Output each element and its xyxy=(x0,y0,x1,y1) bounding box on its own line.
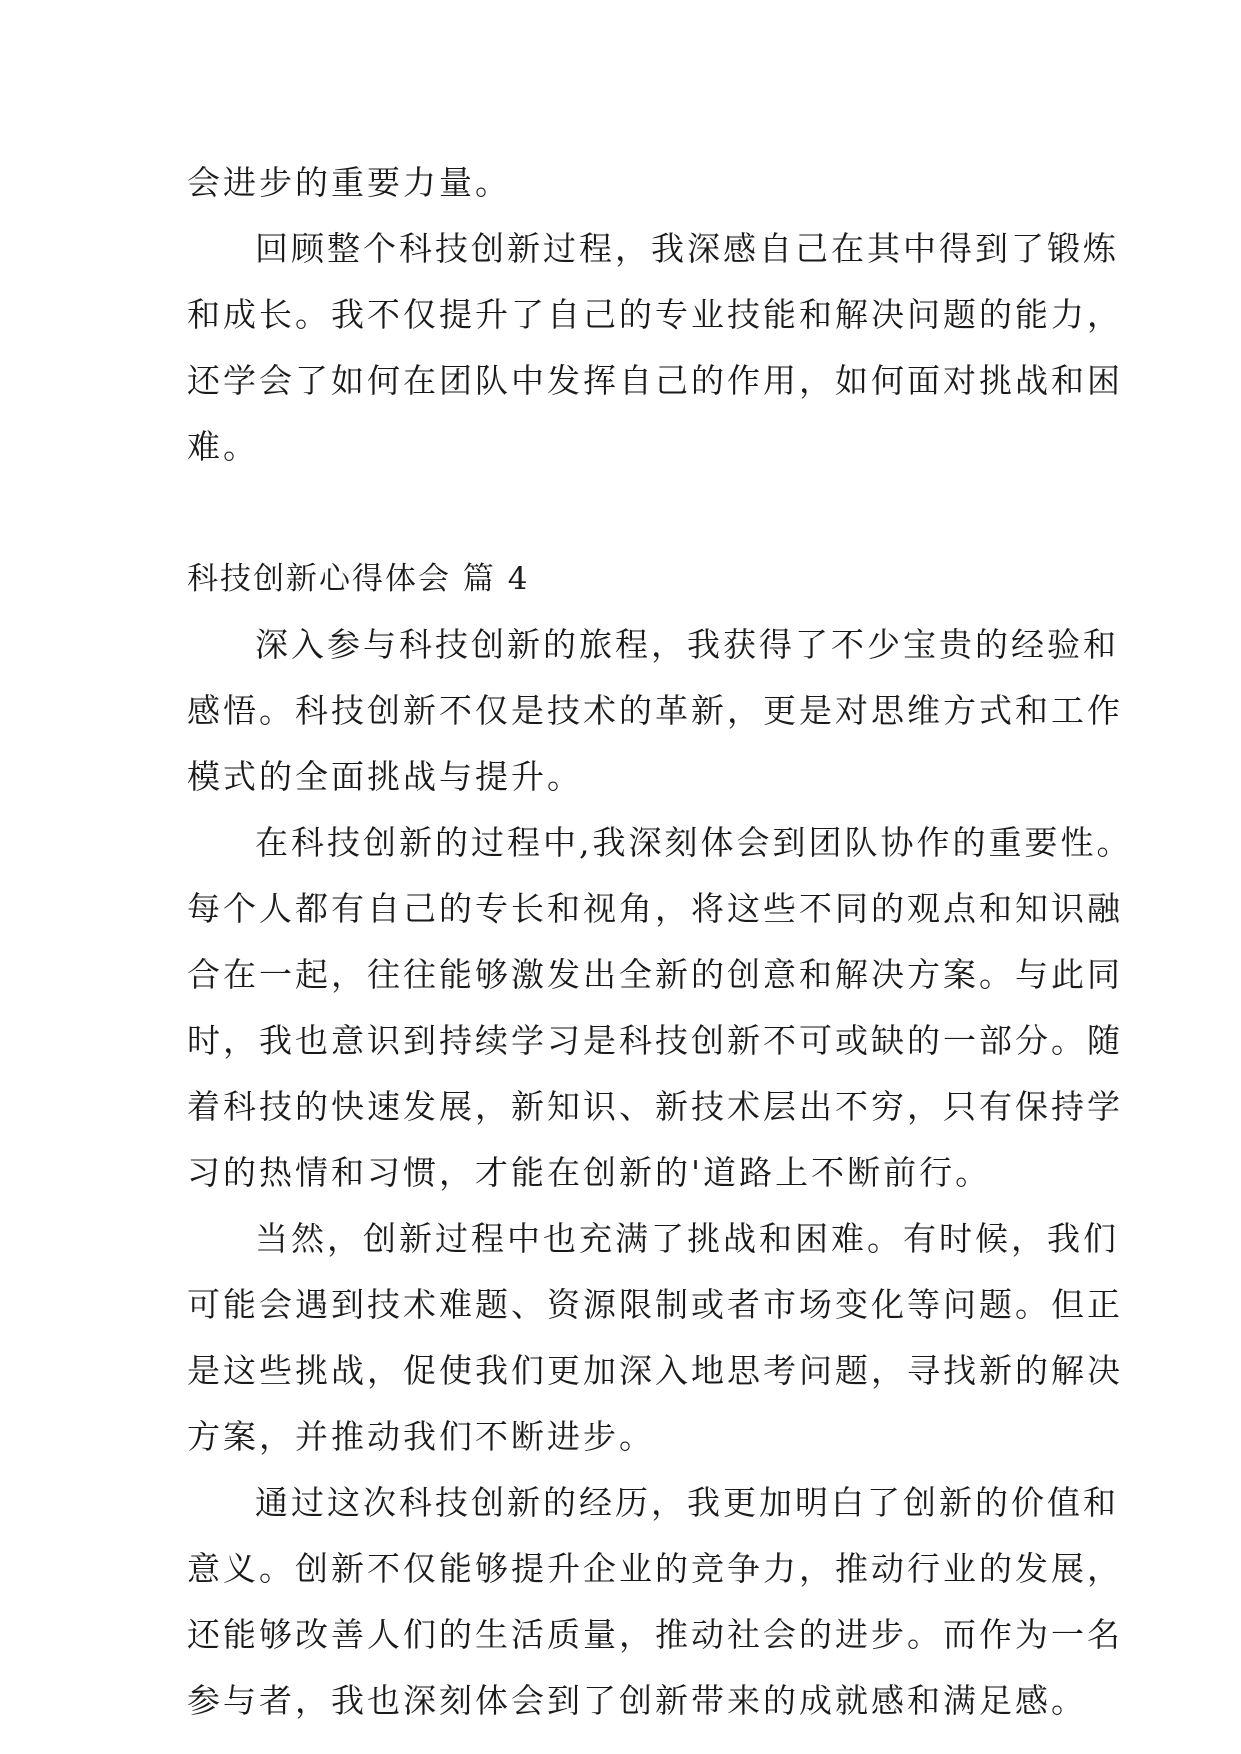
text-line: 当然，创新过程中也充满了挑战和困难。有时候，我们 xyxy=(255,1219,1119,1258)
text-line: 深入参与科技创新的旅程，我获得了不少宝贵的经验和 xyxy=(255,625,1119,664)
text-line: 难。 xyxy=(187,427,259,466)
text-line: 每个人都有自己的专长和视角，将这些不同的观点和知识融 xyxy=(187,889,1123,928)
text-line: 还学会了如何在团队中发挥自己的作用，如何面对挑战和困 xyxy=(187,361,1123,400)
text-line: 合在一起，往往能够激发出全新的创意和解决方案。与此同 xyxy=(187,955,1123,994)
text-line: 意义。创新不仅能够提升企业的竞争力，推动行业的发展， xyxy=(187,1549,1123,1588)
section-gap xyxy=(187,480,1067,546)
body-section xyxy=(187,612,1133,1734)
text-line: 在科技创新的过程中,我深刻体会到团队协作的重要性。 xyxy=(255,823,1133,862)
text-line: 时，我也意识到持续学习是科技创新不可或缺的一部分。随 xyxy=(187,1021,1123,1060)
text-line: 会进步的重要力量。 xyxy=(187,163,511,202)
text-line: 是这些挑战，促使我们更加深入地思考问题，寻找新的解决 xyxy=(187,1351,1123,1390)
text-line: 着科技的快速发展，新知识、新技术层出不穷，只有保持学 xyxy=(187,1087,1123,1126)
text-line: 感悟。科技创新不仅是技术的革新，更是对思维方式和工作 xyxy=(187,691,1123,730)
top-section xyxy=(187,150,1123,480)
text-line: 回顾整个科技创新过程，我深感自己在其中得到了锻炼 xyxy=(255,229,1119,268)
text-line: 还能够改善人们的生活质量，推动社会的进步。而作为一名 xyxy=(187,1615,1123,1654)
text-line: 模式的全面挑战与提升。 xyxy=(187,757,583,796)
text-line: 和成长。我不仅提升了自己的专业技能和解决问题的能力， xyxy=(187,295,1123,334)
document-page xyxy=(187,150,1133,1734)
text-line: 习的热情和习惯，才能在创新的'道路上不断前行。 xyxy=(187,1153,992,1192)
text-line: 通过这次科技创新的经历，我更加明白了创新的价值和 xyxy=(255,1483,1119,1522)
text-line: 可能会遇到技术难题、资源限制或者市场变化等问题。但正 xyxy=(187,1285,1123,1324)
text-line: 参与者，我也深刻体会到了创新带来的成就感和满足感。 xyxy=(187,1681,1087,1720)
text-line: 方案，并推动我们不断进步。 xyxy=(187,1417,655,1456)
section-heading: 科技创新心得体会 篇 4 xyxy=(187,561,530,597)
